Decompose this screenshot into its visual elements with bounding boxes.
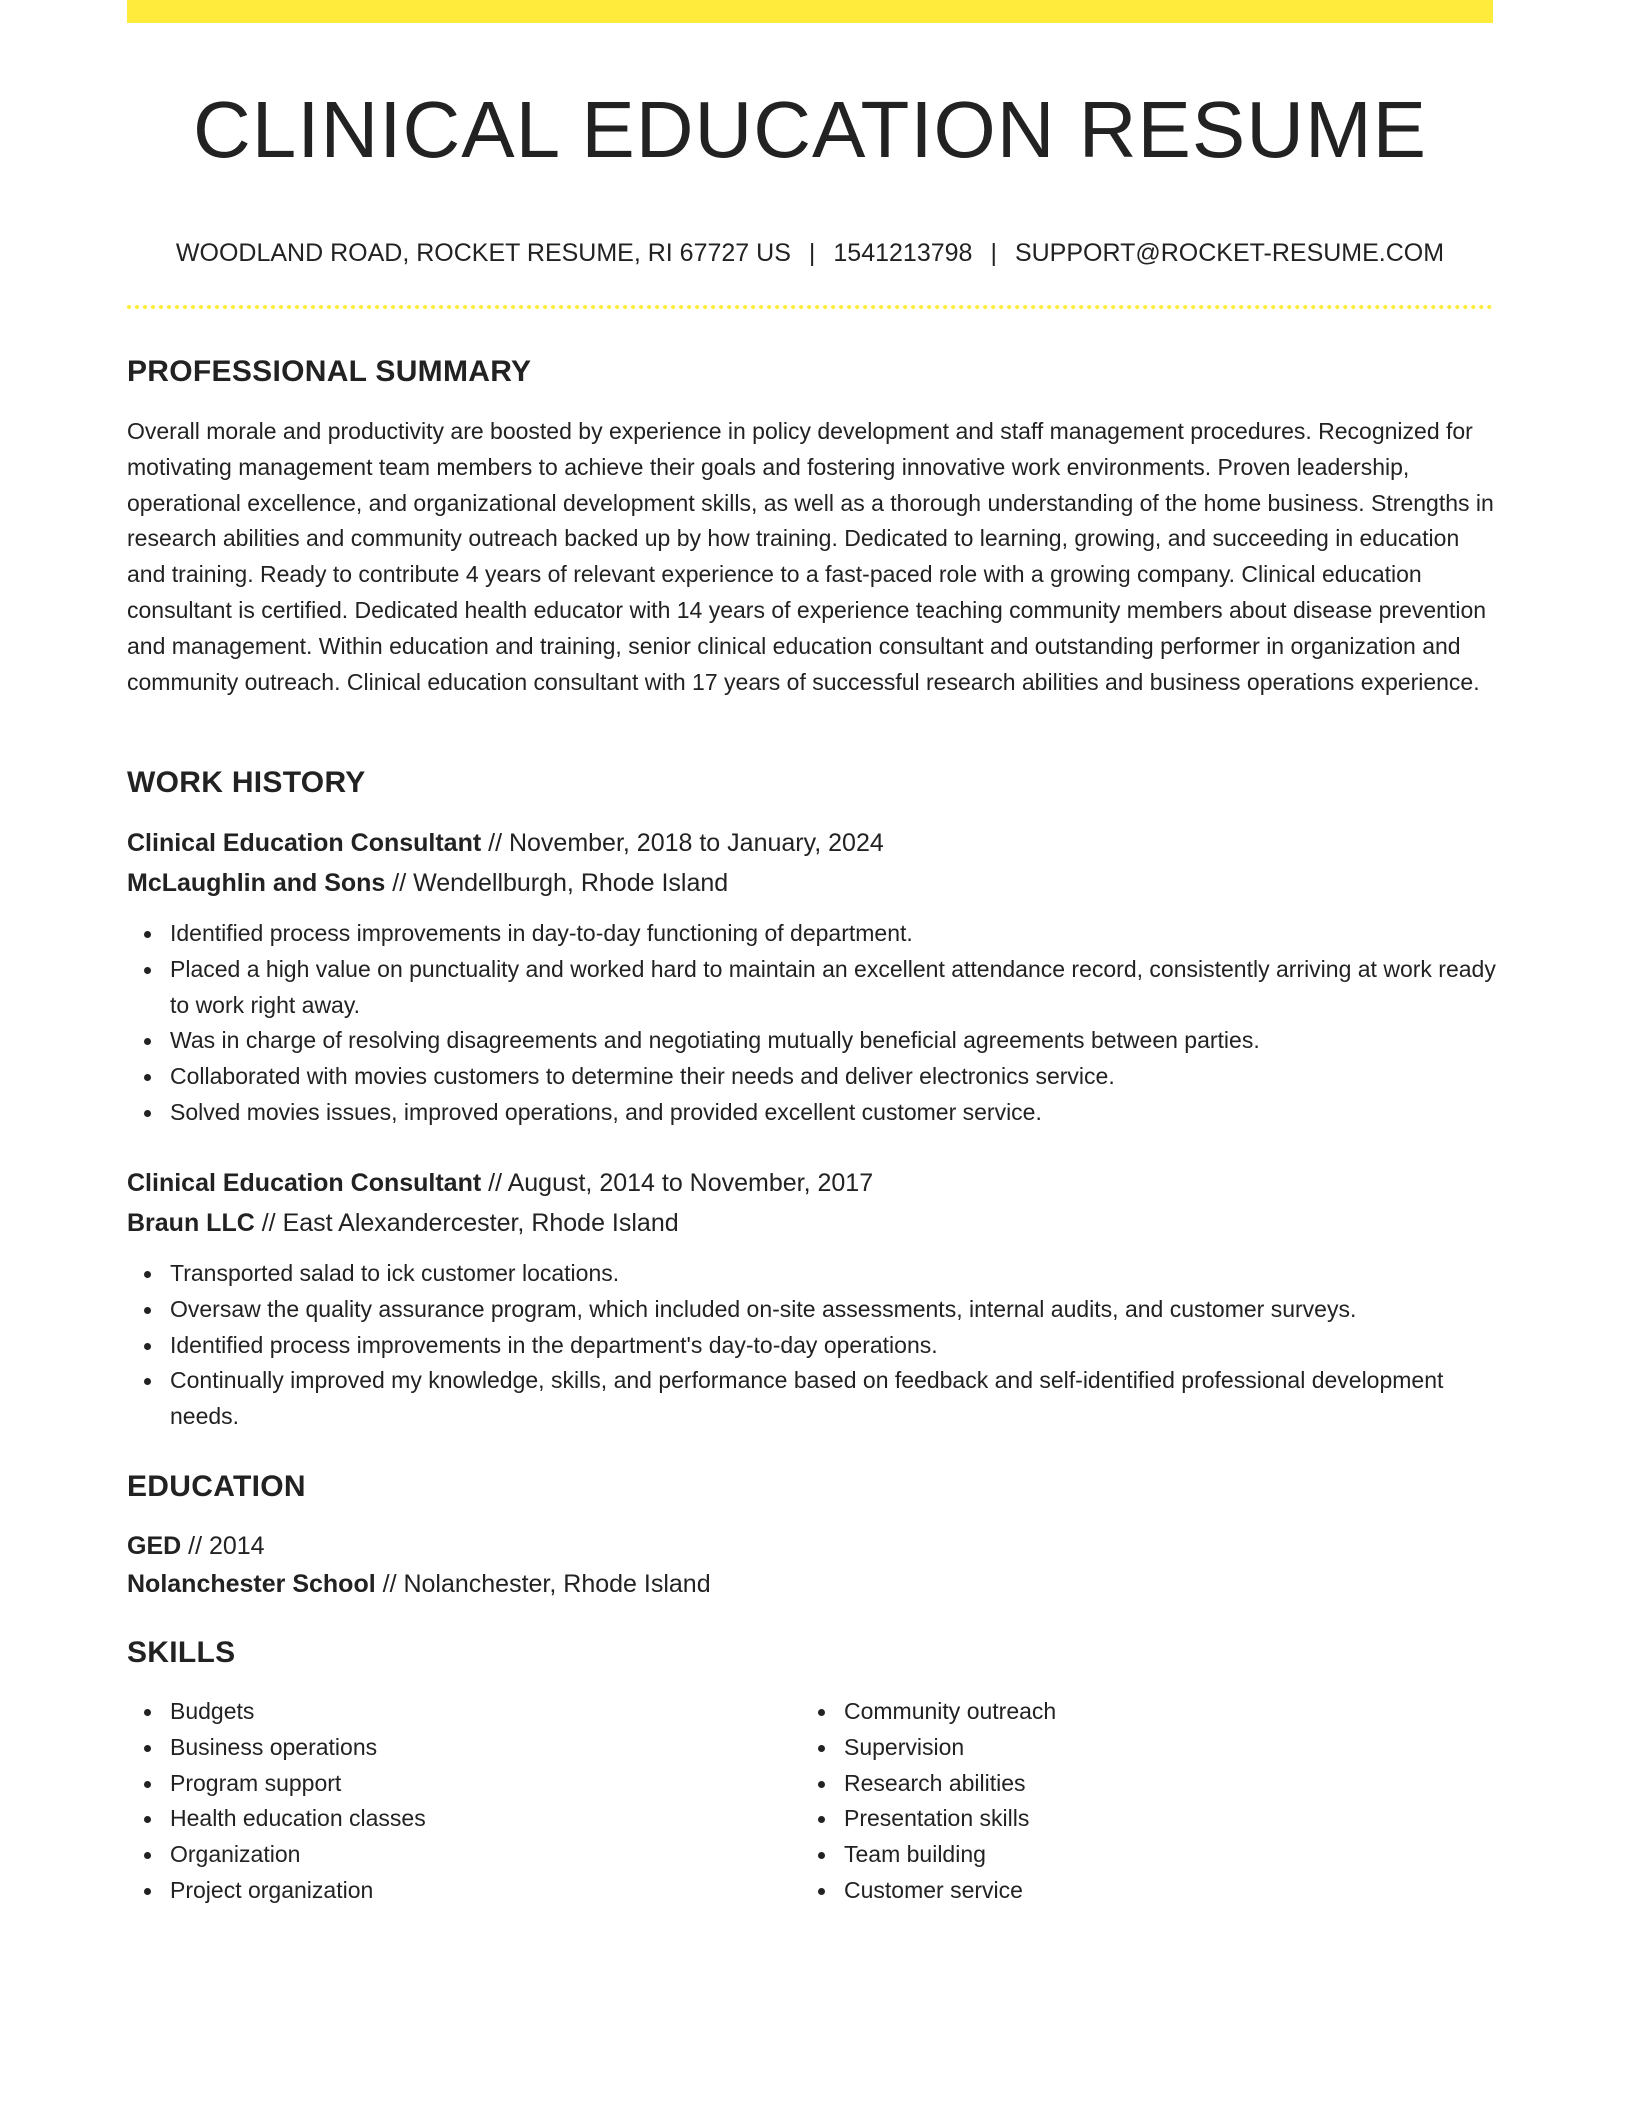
list-item: Identified process improvements in day-to-day functioning of department. <box>170 916 1500 952</box>
list-item: Placed a high value on punctuality and worked hard to maintain an excellent attendance record, consistently arriving at work ready to work right away. <box>170 952 1500 1024</box>
education-location: // Nolanchester, Rhode Island <box>375 1570 711 1598</box>
top-accent-bar <box>127 0 1493 23</box>
list-item: Customer service <box>844 1873 1444 1909</box>
contact-email: SUPPORT@ROCKET-RESUME.COM <box>1014 239 1445 267</box>
list-item: Team building <box>844 1837 1444 1873</box>
list-item: Supervision <box>844 1730 1444 1766</box>
contact-separator: | <box>990 239 997 267</box>
list-item: Research abilities <box>844 1766 1444 1802</box>
list-item: Identified process improvements in the department's day-to-day operations. <box>170 1328 1500 1364</box>
education-year: // 2014 <box>181 1532 265 1560</box>
job-1-dates: // November, 2018 to January, 2024 <box>481 829 884 857</box>
list-item: Project organization <box>170 1873 770 1909</box>
work-history-heading: WORK HISTORY <box>127 766 366 799</box>
job-1-company: McLaughlin and Sons <box>127 869 386 897</box>
contact-phone: 1541213798 <box>833 239 973 267</box>
list-item: Health education classes <box>170 1801 770 1837</box>
job-2-bullets <box>170 1256 1500 1435</box>
skills-list-left <box>170 1694 770 1909</box>
job-2-dates: // August, 2014 to November, 2017 <box>481 1169 874 1197</box>
summary-text: Overall morale and productivity are boosted by experience in policy development and staff management procedures. Recognized for motivating management team members to achieve their goals and fostering innovative work environments. Proven leadership, operational excellence, and organizational development skills, as well as a thorough understanding of the home business. Strengths in research abilities and community outreach backed up by how training. Dedicated to learning, growing, and succeeding in education and training. Ready to contribute 4 years of relevant experience to a fast-paced role with a growing company. Clinical education consultant is certified. Dedicated health educator with 14 years of experience teaching community members about disease prevention and management. Within education and training, senior clinical education consultant and outstanding performer in organization and community outreach. Clinical education consultant with 17 years of successful research abilities and business operations experience. <box>127 418 1494 695</box>
job-1-title: Clinical Education Consultant <box>127 829 482 857</box>
summary-heading: PROFESSIONAL SUMMARY <box>127 355 532 388</box>
list-item: Business operations <box>170 1730 770 1766</box>
list-item: Continually improved my knowledge, skills, and performance based on feedback and self-identified professional development needs. <box>170 1363 1500 1435</box>
list-item: Oversaw the quality assurance program, which included on-site assessments, internal audits, and customer surveys. <box>170 1292 1500 1328</box>
skills-list-right <box>844 1694 1444 1909</box>
job-2-company: Braun LLC <box>127 1209 255 1237</box>
job-2-company-line <box>127 1206 679 1240</box>
job-1-title-line <box>127 826 884 860</box>
job-1-bullets <box>170 916 1500 1131</box>
list-item: Community outreach <box>844 1694 1444 1730</box>
resume-title: CLINICAL EDUCATION RESUME <box>192 85 1428 174</box>
contact-address: WOODLAND ROAD, ROCKET RESUME, RI 67727 US <box>175 239 791 267</box>
contact-line <box>127 236 1493 270</box>
header-divider <box>127 305 1493 309</box>
education-degree: GED <box>127 1532 182 1560</box>
education-degree-line <box>127 1529 265 1563</box>
job-1-location: // Wendellburgh, Rhode Island <box>385 869 729 897</box>
education-school-line <box>127 1567 711 1601</box>
list-item: Was in charge of resolving disagreements and negotiating mutually beneficial agreements between parties. <box>170 1023 1500 1059</box>
list-item: Organization <box>170 1837 770 1873</box>
list-item: Collaborated with movies customers to determine their needs and deliver electronics service. <box>170 1059 1500 1095</box>
job-2-title: Clinical Education Consultant <box>127 1169 482 1197</box>
list-item: Program support <box>170 1766 770 1802</box>
education-heading: EDUCATION <box>127 1470 306 1503</box>
list-item: Transported salad to ick customer locations. <box>170 1256 1500 1292</box>
contact-separator: | <box>808 239 816 267</box>
skills-heading: SKILLS <box>127 1636 236 1669</box>
job-1-company-line <box>127 866 728 900</box>
list-item: Solved movies issues, improved operations, and provided excellent customer service. <box>170 1095 1500 1131</box>
job-2-title-line <box>127 1166 873 1200</box>
job-2-location: // East Alexandercester, Rhode Island <box>254 1209 679 1237</box>
list-item: Presentation skills <box>844 1801 1444 1837</box>
list-item: Budgets <box>170 1694 770 1730</box>
education-school: Nolanchester School <box>127 1570 376 1598</box>
